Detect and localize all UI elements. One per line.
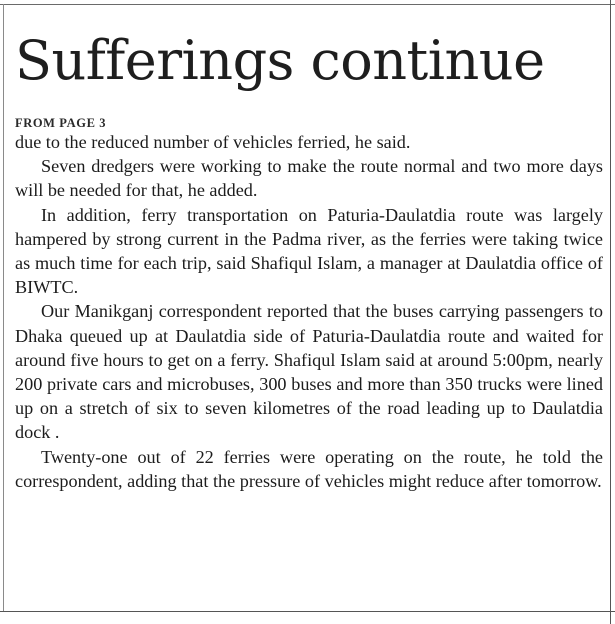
article-headline: Sufferings continue: [15, 29, 545, 92]
continuation-label: FROM PAGE 3: [15, 116, 107, 130]
right-column-rule: [610, 0, 611, 624]
article-paragraph-5: Twenty-one out of 22 ferries were operating on the route, he told the correspondent, adding that the pressure of vehicles might reduce after tomorrow.: [15, 446, 603, 491]
bottom-border-rule: [0, 611, 615, 612]
article-paragraph-4: Our Manikganj correspondent reported that the buses carrying passengers to Dhaka queued up at Daulatdia side of Paturia-Daulatdia route and waited for around five hours to get on a ferry. Shafiqul Islam said at around 5:00pm, nearly 200 private cars and microbuses, 300 buses and more than 350 trucks were lined up on a stretch of six to seven kilometres of the road leading up to Daulatdia dock .: [15, 301, 603, 443]
top-border-rule: [0, 4, 615, 5]
article-paragraph-3: In addition, ferry transportation on Paturia-Daulatdia route was largely hampered by strong current in the Padma river, as the ferries were taking twice as much time for each trip, said Shafiqul Islam, a manager at Daulatdia office of BIWTC.: [15, 204, 603, 298]
article-paragraph-2: Seven dredgers were working to make the route normal and two more days will be needed for that, he added.: [15, 156, 603, 201]
article-body: [15, 130, 603, 493]
article-paragraph-1: due to the reduced number of vehicles ferried, he said.: [15, 132, 411, 152]
left-column-rule: [3, 4, 4, 611]
